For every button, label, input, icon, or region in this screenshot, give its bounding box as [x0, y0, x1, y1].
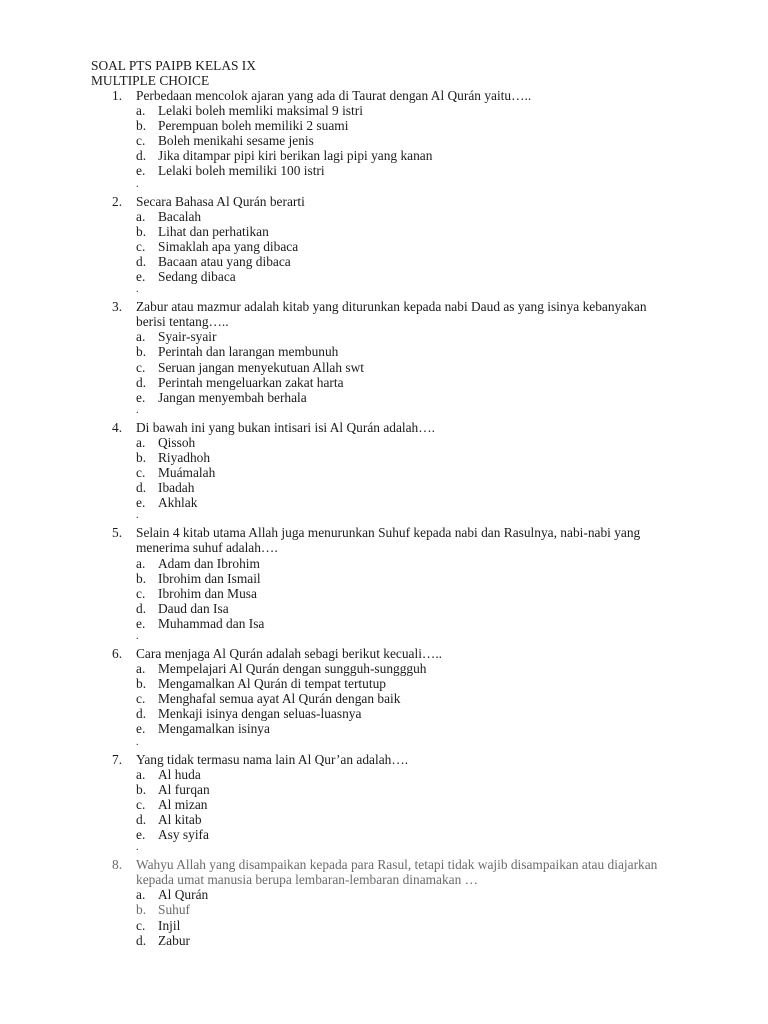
answer-option	[136, 767, 676, 782]
option-text: Perintah mengeluarkan zakat harta	[158, 374, 344, 390]
question-text: Secara Bahasa Al Qurán berarti	[136, 193, 305, 209]
trailing-dot: .	[136, 842, 139, 854]
answer-option	[136, 435, 676, 450]
question-item	[0, 420, 676, 526]
option-text: Jika ditampar pipi kiri berikan lagi pipi yang kanan	[158, 148, 433, 164]
option-letter: a.	[136, 766, 146, 782]
answer-option	[136, 571, 676, 586]
option-letter: c.	[136, 796, 146, 812]
trailing-dot: .	[136, 631, 139, 642]
question-item	[0, 299, 676, 420]
question-text: Perbedaan mencolok ajaran yang ada di Taurat dengan Al Qurán yaitu…..	[136, 88, 532, 103]
question-number: 7.	[112, 751, 123, 767]
answer-option	[136, 450, 676, 465]
option-letter: e.	[136, 269, 146, 285]
question-text: Cara menjaga Al Qurán adalah sebagi berikut kecuali…..	[136, 646, 443, 661]
trailing-dot: .	[136, 510, 139, 522]
question-item	[0, 194, 676, 300]
option-letter: b.	[136, 344, 147, 360]
answer-option	[136, 933, 676, 948]
option-letter: c.	[136, 917, 146, 933]
question-number: 5.	[112, 525, 123, 541]
option-letter: c.	[136, 133, 146, 149]
option-letter: d.	[136, 148, 147, 164]
option-letter: c.	[136, 238, 146, 254]
answer-option	[136, 375, 676, 390]
answer-option	[136, 556, 676, 571]
option-letter: e.	[136, 827, 146, 843]
answer-option	[136, 209, 676, 224]
answer-option	[136, 706, 676, 721]
answer-option	[136, 254, 676, 269]
option-letter: a.	[136, 661, 146, 677]
option-text: Menghafal semua ayat Al Qurán dengan baik	[158, 691, 401, 707]
answer-option	[136, 133, 676, 148]
answer-option	[136, 239, 676, 254]
option-text: Asy syifa	[158, 827, 209, 843]
option-text: Bacalah	[158, 208, 202, 224]
option-text: Jangan menyembah berhala	[158, 389, 307, 405]
option-letter: d.	[136, 932, 147, 948]
option-text: Daud dan Isa	[158, 600, 229, 616]
option-text: Mengamalkan Al Qurán di tempat tertutup	[158, 676, 386, 692]
option-letter: e.	[136, 721, 146, 737]
answer-option	[136, 360, 676, 375]
option-text: Seruan jangan menyekutuan Allah swt	[158, 359, 365, 375]
question-item	[0, 646, 676, 752]
option-text: Simaklah apa yang dibaca	[158, 238, 299, 254]
option-letter: c.	[136, 359, 146, 375]
option-text: Injil	[158, 917, 181, 933]
answer-option	[136, 224, 676, 239]
option-text: Suhuf	[158, 902, 190, 918]
answer-option	[136, 329, 676, 344]
answer-option	[136, 344, 676, 359]
question-list	[0, 88, 768, 948]
question-item	[0, 525, 676, 646]
option-text: Al mizan	[158, 796, 208, 812]
answer-option	[136, 918, 676, 933]
answer-option	[136, 616, 676, 631]
question-number: 4.	[112, 419, 123, 435]
option-text: Muhammad dan Isa	[158, 615, 265, 631]
option-letter: c.	[136, 465, 146, 481]
question-text: Wahyu Allah yang disampaikan kepada para Rasul, tetapi tidak wajib disampaikan atau diajarkan kepada umat manusia berupa lembaran-lembaran dinamakan …	[136, 857, 658, 888]
trailing-dot: .	[136, 178, 139, 190]
trailing-dot: .	[136, 404, 139, 416]
option-text: Ibadah	[158, 480, 195, 496]
question-text: Selain 4 kitab utama Allah juga menurunkan Suhuf kepada nabi dan Rasulnya, nabi-nabi yang menerima suhuf adalah….	[136, 525, 641, 556]
question-number: 2.	[112, 193, 123, 209]
answer-option	[136, 797, 676, 812]
option-text: Boleh menikahi sesame jenis	[158, 133, 314, 149]
trailing-dot: .	[136, 736, 139, 748]
option-letter: b.	[136, 676, 147, 692]
option-letter: a.	[136, 887, 146, 903]
option-letter: d.	[136, 600, 147, 616]
answer-option	[136, 676, 676, 691]
answer-option	[136, 495, 676, 510]
answer-option	[136, 661, 676, 676]
option-text: Syair-syair	[158, 329, 217, 345]
question-item	[0, 88, 676, 194]
option-text: Bacaan atau yang dibaca	[158, 253, 291, 269]
option-letter: b.	[136, 781, 147, 797]
option-letter: e.	[136, 495, 146, 511]
answer-option	[136, 480, 676, 495]
question-item	[0, 752, 676, 858]
option-letter: d.	[136, 480, 147, 496]
option-letter: e.	[136, 389, 146, 405]
option-letter: e.	[136, 615, 146, 631]
option-letter: a.	[136, 208, 146, 224]
option-letter: b.	[136, 570, 147, 586]
question-text: Zabur atau mazmur adalah kitab yang diturunkan kepada nabi Daud as yang isinya kebanyakan berisi tentang…..	[136, 299, 647, 330]
option-text: Al huda	[158, 766, 201, 782]
question-number: 8.	[112, 857, 123, 873]
answer-option	[136, 827, 676, 842]
option-text: Menkaji isinya dengan seluas-luasnya	[158, 706, 362, 722]
option-letter: e.	[136, 163, 146, 179]
answer-option	[136, 782, 676, 797]
option-text: Perempuan boleh memiliki 2 suami	[158, 118, 349, 134]
option-text: Lelaki boleh memiliki 100 istri	[158, 163, 325, 179]
question-item	[0, 857, 676, 948]
option-text: Mempelajari Al Qurán dengan sungguh-sunggguh	[158, 661, 427, 677]
option-letter: d.	[136, 374, 147, 390]
option-text: Riyadhoh	[158, 449, 211, 465]
answer-option	[136, 465, 676, 480]
option-text: Lelaki boleh memliki maksimal 9 istri	[158, 103, 363, 119]
answer-option	[136, 163, 676, 178]
answer-option	[136, 887, 676, 902]
answer-option	[136, 601, 676, 616]
answer-option	[136, 390, 676, 405]
option-letter: b.	[136, 223, 147, 239]
answer-option	[136, 269, 676, 284]
option-text: Sedang dibaca	[158, 269, 236, 285]
option-text: Lihat dan perhatikan	[158, 223, 269, 239]
option-text: Ibrohim dan Musa	[158, 585, 257, 601]
option-letter: b.	[136, 902, 147, 918]
option-letter: a.	[136, 103, 146, 119]
answer-option	[136, 586, 676, 601]
answer-option	[136, 721, 676, 736]
option-letter: d.	[136, 253, 147, 269]
option-letter: d.	[136, 706, 147, 722]
option-text: Mengamalkan isinya	[158, 721, 270, 737]
answer-option	[136, 902, 676, 917]
option-letter: a.	[136, 555, 146, 571]
trailing-dot: .	[136, 284, 139, 296]
document-header	[91, 58, 256, 88]
option-letter: d.	[136, 811, 147, 827]
answer-option	[136, 148, 676, 163]
option-letter: c.	[136, 691, 146, 707]
question-number: 1.	[112, 88, 123, 103]
option-text: Al furqan	[158, 781, 210, 797]
question-number: 6.	[112, 646, 123, 661]
option-text: Akhlak	[158, 495, 198, 511]
document-subtitle: MULTIPLE CHOICE	[91, 73, 210, 89]
option-text: Ibrohim dan Ismail	[158, 570, 261, 586]
option-letter: c.	[136, 585, 146, 601]
option-letter: b.	[136, 449, 147, 465]
question-text: Yang tidak termasu nama lain Al Qur’an adalah….	[136, 751, 409, 767]
option-letter: b.	[136, 118, 147, 134]
option-text: Muámalah	[158, 465, 216, 481]
document-title: SOAL PTS PAIPB KELAS IX	[91, 58, 256, 73]
answer-option	[136, 691, 676, 706]
answer-option	[136, 103, 676, 118]
option-letter: a.	[136, 434, 146, 450]
question-number: 3.	[112, 299, 123, 315]
option-text: Adam dan Ibrohim	[158, 555, 260, 571]
option-text: Perintah dan larangan membunuh	[158, 344, 339, 360]
option-text: Al Qurán	[158, 887, 209, 903]
option-text: Zabur	[158, 932, 190, 948]
answer-option	[136, 812, 676, 827]
answer-option	[136, 118, 676, 133]
option-letter: a.	[136, 329, 146, 345]
question-text: Di bawah ini yang bukan intisari isi Al Qurán adalah….	[136, 419, 435, 435]
option-text: Al kitab	[158, 811, 202, 827]
option-text: Qissoh	[158, 434, 196, 450]
